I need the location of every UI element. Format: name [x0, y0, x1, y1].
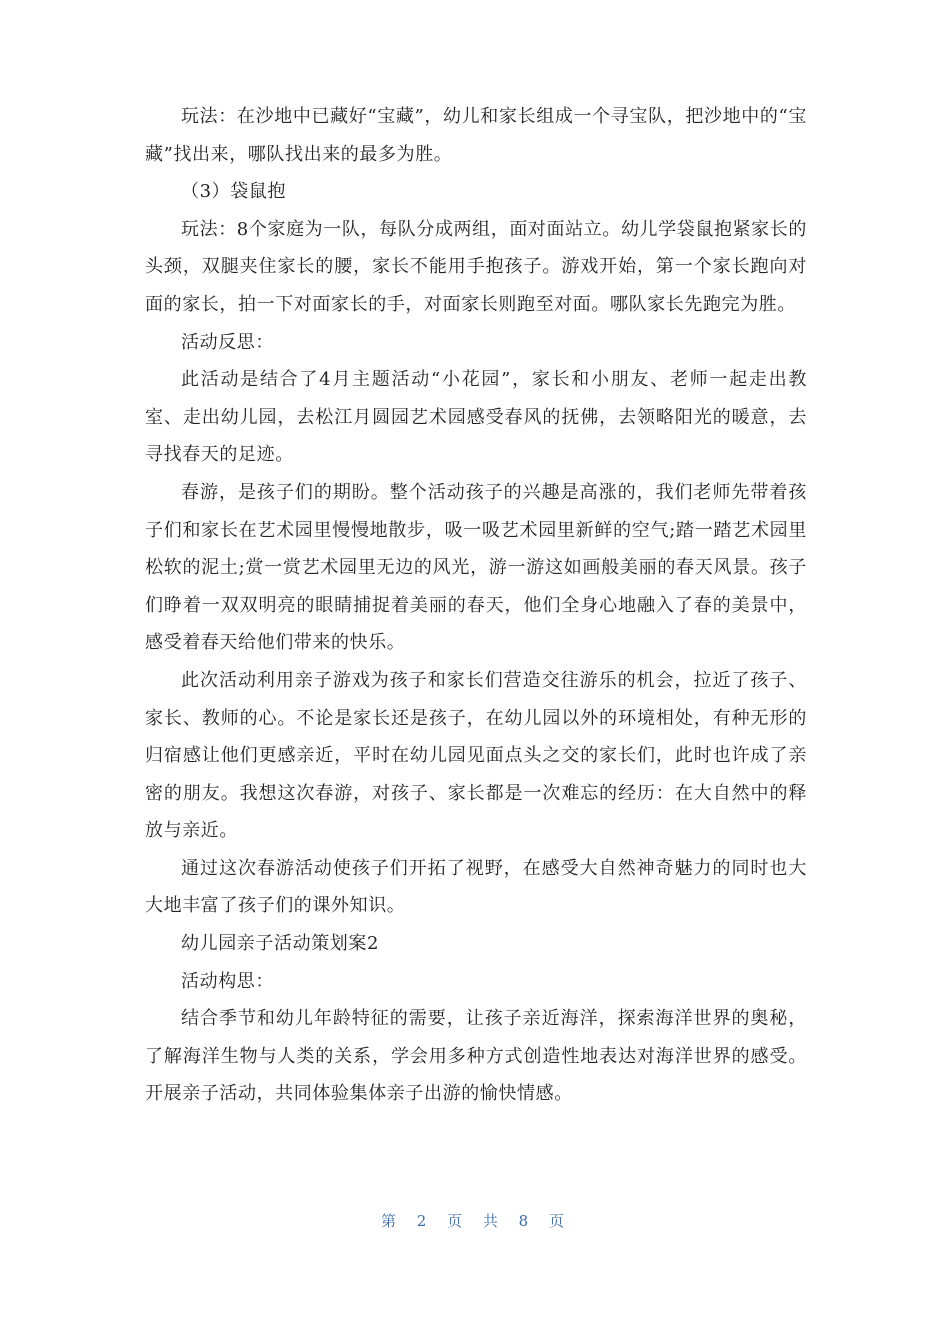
paragraph-game-title-kangaroo: （3）袋鼠抱	[181, 181, 287, 203]
paragraph-rules-treasure: 玩法：在沙地中已藏好“宝藏”，幼儿和家长组成一个寻宝队，把沙地中的“宝藏”找出来，哪队找出来的最多为胜。	[145, 106, 807, 165]
paragraph-plan-title: 幼儿园亲子活动策划案2	[181, 933, 380, 955]
paragraph-reflection-1: 此活动是结合了4月主题活动“小花园”，家长和小朋友、老师一起走出教室、走出幼儿园，去松江月圆园艺术园感受春风的抚佛，去领略阳光的暖意，去寻找春天的足迹。	[145, 369, 807, 466]
paragraph-concept: 结合季节和幼儿年龄特征的需要，让孩子亲近海洋，探索海洋世界的奥秘，了解海洋生物与人类的关系，学会用多种方式创造性地表达对海洋世界的感受。开展亲子活动，共同体验集体亲子出游的愉快情感。	[145, 1008, 807, 1105]
page-number-footer: 第 2 页 共 8 页	[381, 1212, 569, 1230]
paragraph-reflection-3: 此次活动利用亲子游戏为孩子和家长们营造交往游乐的机会，拉近了孩子、家长、教师的心。不论是家长还是孩子，在幼儿园以外的环境相处，有种无形的归宿感让他们更感亲近，平时在幼儿园见面点头之交的家长们，此时也许成了亲密的朋友。我想这次春游，对孩子、家长都是一次难忘的经历：在大自然中的释放与亲近。	[145, 669, 807, 842]
paragraph-reflection-4: 通过这次春游活动使孩子们开拓了视野，在感受大自然神奇魅力的同时也大大地丰富了孩子们的课外知识。	[145, 857, 807, 917]
paragraph-reflection-2: 春游，是孩子们的期盼。整个活动孩子的兴趣是高涨的，我们老师先带着孩子们和家长在艺术园里慢慢地散步，吸一吸艺术园里新鲜的空气;踏一踏艺术园里松软的泥土;赏一赏艺术园里无边的风光，游一游这如画般美丽的春天风景。孩子们睁着一双双明亮的眼睛捕捉着美丽的春天，他们全身心地融入了春的美景中，感受着春天给他们带来的快乐。	[145, 481, 807, 654]
paragraph-heading-reflection: 活动反思：	[181, 331, 274, 353]
document-body	[145, 98, 807, 1113]
paragraph-heading-concept: 活动构思：	[181, 970, 274, 992]
paragraph-rules-kangaroo: 玩法：8个家庭为一队，每队分成两组，面对面站立。幼儿学袋鼠抱紧家长的头颈，双腿夹住家长的腰，家长不能用手抱孩子。游戏开始，第一个家长跑向对面的家长，拍一下对面家长的手，对面家长则跑至对面。哪队家长先跑完为胜。	[145, 218, 807, 315]
